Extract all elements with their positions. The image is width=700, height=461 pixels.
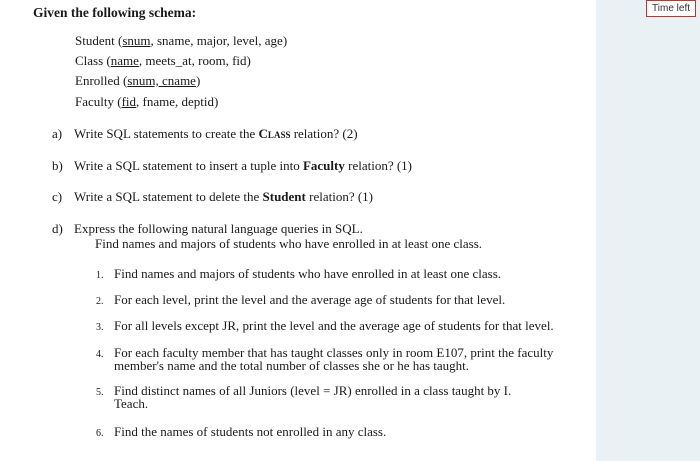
question-b-emph: Faculty <box>302 158 345 173</box>
schema-class <box>75 53 251 68</box>
question-c-pre: Write a SQL statement to delete the <box>74 189 263 204</box>
schema-student <box>75 33 287 48</box>
sub-item-3-number: 3. <box>96 322 104 333</box>
schema-enrolled-attrs: ) <box>195 73 201 88</box>
sub-item-4-text-line2: member's name and the total number of classes she or he has taught. <box>114 358 470 373</box>
sub-item-2-text: For each level, print the level and the average age of students for that level. <box>114 292 506 307</box>
question-a-label: a) <box>52 126 63 141</box>
schema-class-key: name <box>110 53 139 68</box>
sub-item-5-text: Find distinct names of all Juniors (level = JR) enrolled in a class taught by I. <box>114 383 512 398</box>
question-a-emph: Class <box>258 126 291 141</box>
schema-student-key: snum <box>122 33 151 48</box>
sub-item-6 <box>96 424 386 441</box>
sub-item-1-number: 1. <box>96 270 104 281</box>
schema-class-open: ( <box>103 53 111 68</box>
schema-faculty <box>75 94 218 109</box>
sub-item-4-text: For each faculty member that has taught classes only in room E107, print the faculty <box>114 345 554 360</box>
schema-class-attrs: , meets_at, room, fid) <box>138 53 251 68</box>
sub-item-4-number: 4. <box>96 349 104 360</box>
question-c-label: c) <box>52 189 63 204</box>
schema-student-name: Student <box>75 33 115 48</box>
question-b-post: relation? (1) <box>344 158 412 173</box>
sub-item-3 <box>96 318 554 335</box>
question-d-label: d) <box>52 221 63 236</box>
schema-faculty-open: ( <box>114 94 122 109</box>
schema-faculty-attrs: , fname, deptid) <box>136 94 219 109</box>
schema-enrolled <box>75 73 200 88</box>
schema-student-attrs: , sname, major, level, age) <box>150 33 288 48</box>
page-title: Given the following schema: <box>33 5 197 20</box>
question-d-line1: Express the following natural language queries in SQL. <box>74 221 363 236</box>
sub-item-2-number: 2. <box>96 296 104 307</box>
question-b-pre: Write a SQL statement to insert a tuple into <box>74 158 303 173</box>
schema-faculty-key: fid <box>121 94 137 109</box>
time-left-button[interactable]: Time left <box>646 0 696 17</box>
question-c <box>52 189 373 204</box>
sub-item-5-text-line2: Teach. <box>114 396 149 411</box>
schema-enrolled-key: snum, cname <box>127 73 196 88</box>
schema-class-name: Class <box>75 53 104 68</box>
schema-student-open: ( <box>114 33 123 48</box>
question-b <box>52 158 412 173</box>
question-b-label: b) <box>52 158 63 173</box>
sub-item-1 <box>96 266 501 283</box>
question-a-pre: Write SQL statements to create the <box>74 126 259 141</box>
sub-item-2 <box>96 292 505 309</box>
sub-item-3-text: For all levels except JR, print the level and the average age of students for that level. <box>114 318 554 333</box>
schema-enrolled-open: ( <box>119 73 128 88</box>
sub-item-1-text: Find names and majors of students who have enrolled in at least one class. <box>114 266 502 281</box>
sub-item-6-text: Find the names of students not enrolled in any class. <box>114 424 387 439</box>
sub-item-6-number: 6. <box>96 428 104 439</box>
question-d <box>52 221 363 236</box>
question-d-line2: Find names and majors of students who have enrolled in at least one class. <box>95 236 483 251</box>
question-a <box>52 126 358 141</box>
sub-item-5 <box>96 383 511 400</box>
question-c-post: relation? (1) <box>305 189 374 204</box>
schema-faculty-name: Faculty <box>75 94 114 109</box>
right-sidebar <box>596 0 700 461</box>
question-a-post: relation? (2) <box>290 126 358 141</box>
question-c-emph: Student <box>262 189 306 204</box>
schema-enrolled-name: Enrolled <box>75 73 120 88</box>
sub-item-5-number: 5. <box>96 387 104 398</box>
